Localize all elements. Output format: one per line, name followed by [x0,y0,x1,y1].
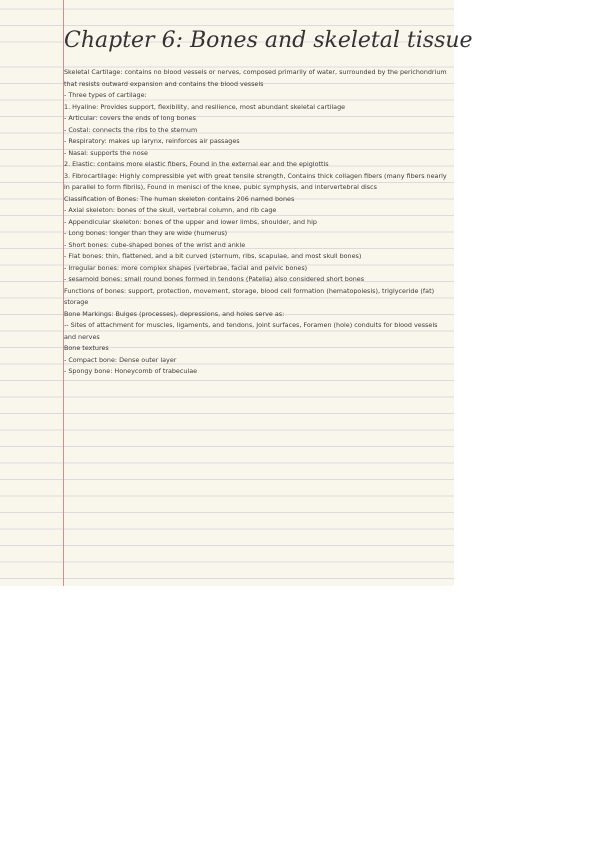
note-line: - Flat bones: thin, flattened, and a bit curved (sternum, ribs, scapulae, and most skull bones) [64,252,362,260]
note-line: Bone textures [64,344,109,352]
page-title: Chapter 6: Bones and skeletal tissue [64,28,473,53]
note-line: -- Sites of attachment for muscles, ligaments, and tendons, Joint surfaces, Foramen (hole) conduits for blood vessels [64,321,438,329]
note-line: Skeletal Cartilage: contains no blood vessels or nerves, composed primarily of water, surrounded by the perichondrium [64,68,447,76]
note-line: - Respiratory: makes up larynx, reinforces air passages [64,137,240,145]
note-line: - Irregular bones: more complex shapes (vertebrae, facial and pelvic bones) [64,263,308,272]
note-line: - Short bones: cube-shaped bones of the wrist and ankle [64,240,246,249]
note-line: and nerves [64,332,100,341]
note-line: 3. Fibrocartilage: Highly compressible yet with great tensile strength, Contains thick collagen fibers (many fibers nearly [64,171,447,180]
note-line: 2. Elastic: contains more elastic fibers, Found in the external ear and the epiglottis [64,160,329,168]
note-line: storage [64,298,89,306]
note-line: - Spongy bone: Honeycomb of trabeculae [64,367,198,375]
note-line: - Compact bone: Dense outer layer [64,355,177,364]
notes-body [64,66,454,377]
note-line: 1. Hyaline: Provides support, flexibility, and resilience, most abundant skeletal cartilage [64,102,346,111]
note-line: that resists outward expansion and contains the blood vessels [64,79,264,88]
note-line: - Costal: connects the ribs to the sternum [64,125,198,134]
note-line: - Articular: covers the ends of long bones [64,114,196,122]
note-line: - Long bones: longer than they are wide (humerus) [64,229,228,237]
note-line: - sesamoid bones: small round bones formed in tendons (Patella) also considered short bones [64,275,365,283]
note-line: - Nasal: supports the nose [64,148,148,157]
note-line: Classification of Bones: The human skeleton contains 206 named bones [64,194,295,203]
note-line: in parallel to form fibrils), Found in menisci of the knee, pubic symphysis, and intervertebral discs [64,183,377,191]
note-line: - Three types of cartilage: [64,91,147,99]
note-line: - Appendicular skeleton: bones of the upper and lower limbs, shoulder, and hip [64,217,317,226]
note-line: Bone Markings: Bulges (processes), depressions, and holes serve as: [64,309,285,318]
note-line: - Axial skeleton: bones of the skull, vertebral column, and rib cage [64,206,277,214]
note-line: Functions of bones: support, protection, movement, storage, blood cell formation (hematopoiesis), triglyceride (fat) [64,286,435,295]
